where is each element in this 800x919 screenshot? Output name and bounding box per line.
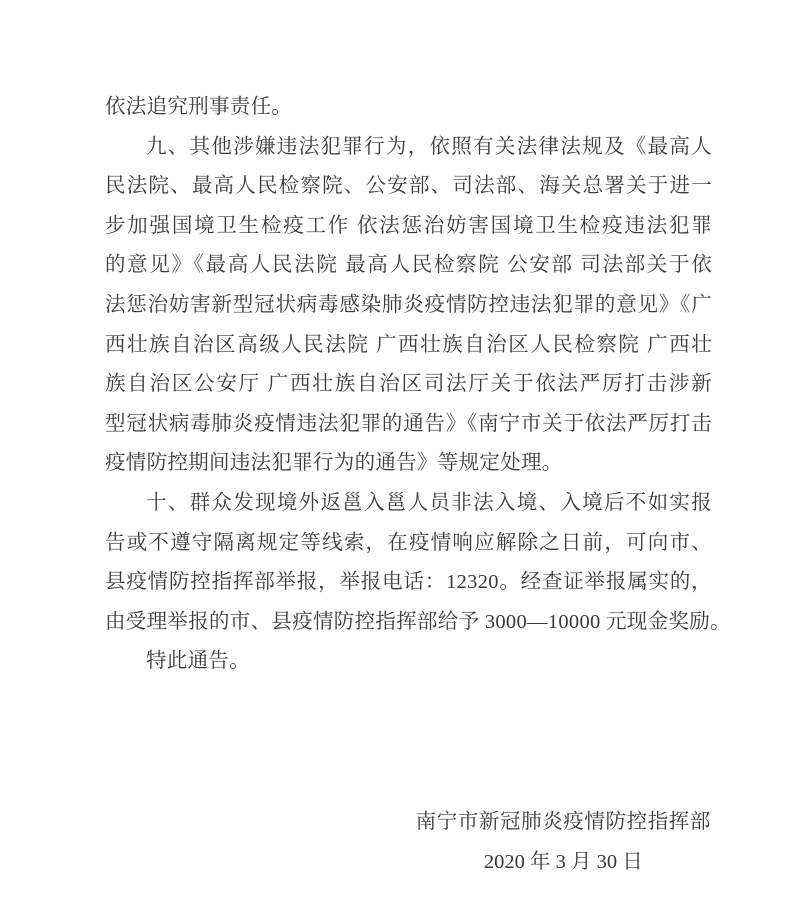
text-line: 的意见》《最高人民法院 最高人民检察院 公安部 司法部关于依	[105, 254, 712, 277]
text-line: 民法院、最高人民检察院、公安部、司法部、海关总署关于进一	[105, 175, 712, 198]
text-line: 型冠状病毒肺炎疫情违法犯罪的通告》《南宁市关于依法严厉打击	[105, 412, 712, 435]
text-line: 西壮族自治区高级人民法院 广西壮族自治区人民检察院 广西壮	[105, 333, 712, 356]
text-line: 族自治区公安厅 广西壮族自治区司法厅关于依法严厉打击涉新	[105, 373, 712, 396]
text-line: 九、其他涉嫌违法犯罪行为，依照有关法律法规及《最高人	[146, 135, 712, 158]
issue-date: 2020 年 3 月 30 日	[483, 850, 643, 873]
document-body	[105, 88, 731, 682]
text-line: 疫情防控期间违法犯罪行为的通告》等规定处理。	[105, 452, 563, 475]
text-line: 依法追究刑事责任。	[105, 96, 293, 118]
issuing-authority: 南宁市新冠肺炎疫情防控指挥部	[415, 811, 711, 833]
text-line: 县疫情防控指挥部举报，举报电话：12320。经查证举报属实的，	[105, 571, 712, 594]
text-line: 法惩治妨害新型冠状病毒感染肺炎疫情防控违法犯罪的意见》《广	[105, 293, 712, 316]
text-line: 由受理举报的市、县疫情防控指挥部给予 3000—10000 元现金奖励。	[105, 610, 731, 633]
text-line: 十、群众发现境外返邕入邕人员非法入境、入境后不如实报	[146, 491, 712, 514]
text-line: 特此通告。	[146, 650, 250, 673]
text-line: 步加强国境卫生检疫工作 依法惩治妨害国境卫生检疫违法犯罪	[105, 214, 712, 237]
signature-block	[416, 803, 711, 882]
text-line: 告或不遵守隔离规定等线索，在疫情响应解除之日前，可向市、	[105, 531, 712, 554]
